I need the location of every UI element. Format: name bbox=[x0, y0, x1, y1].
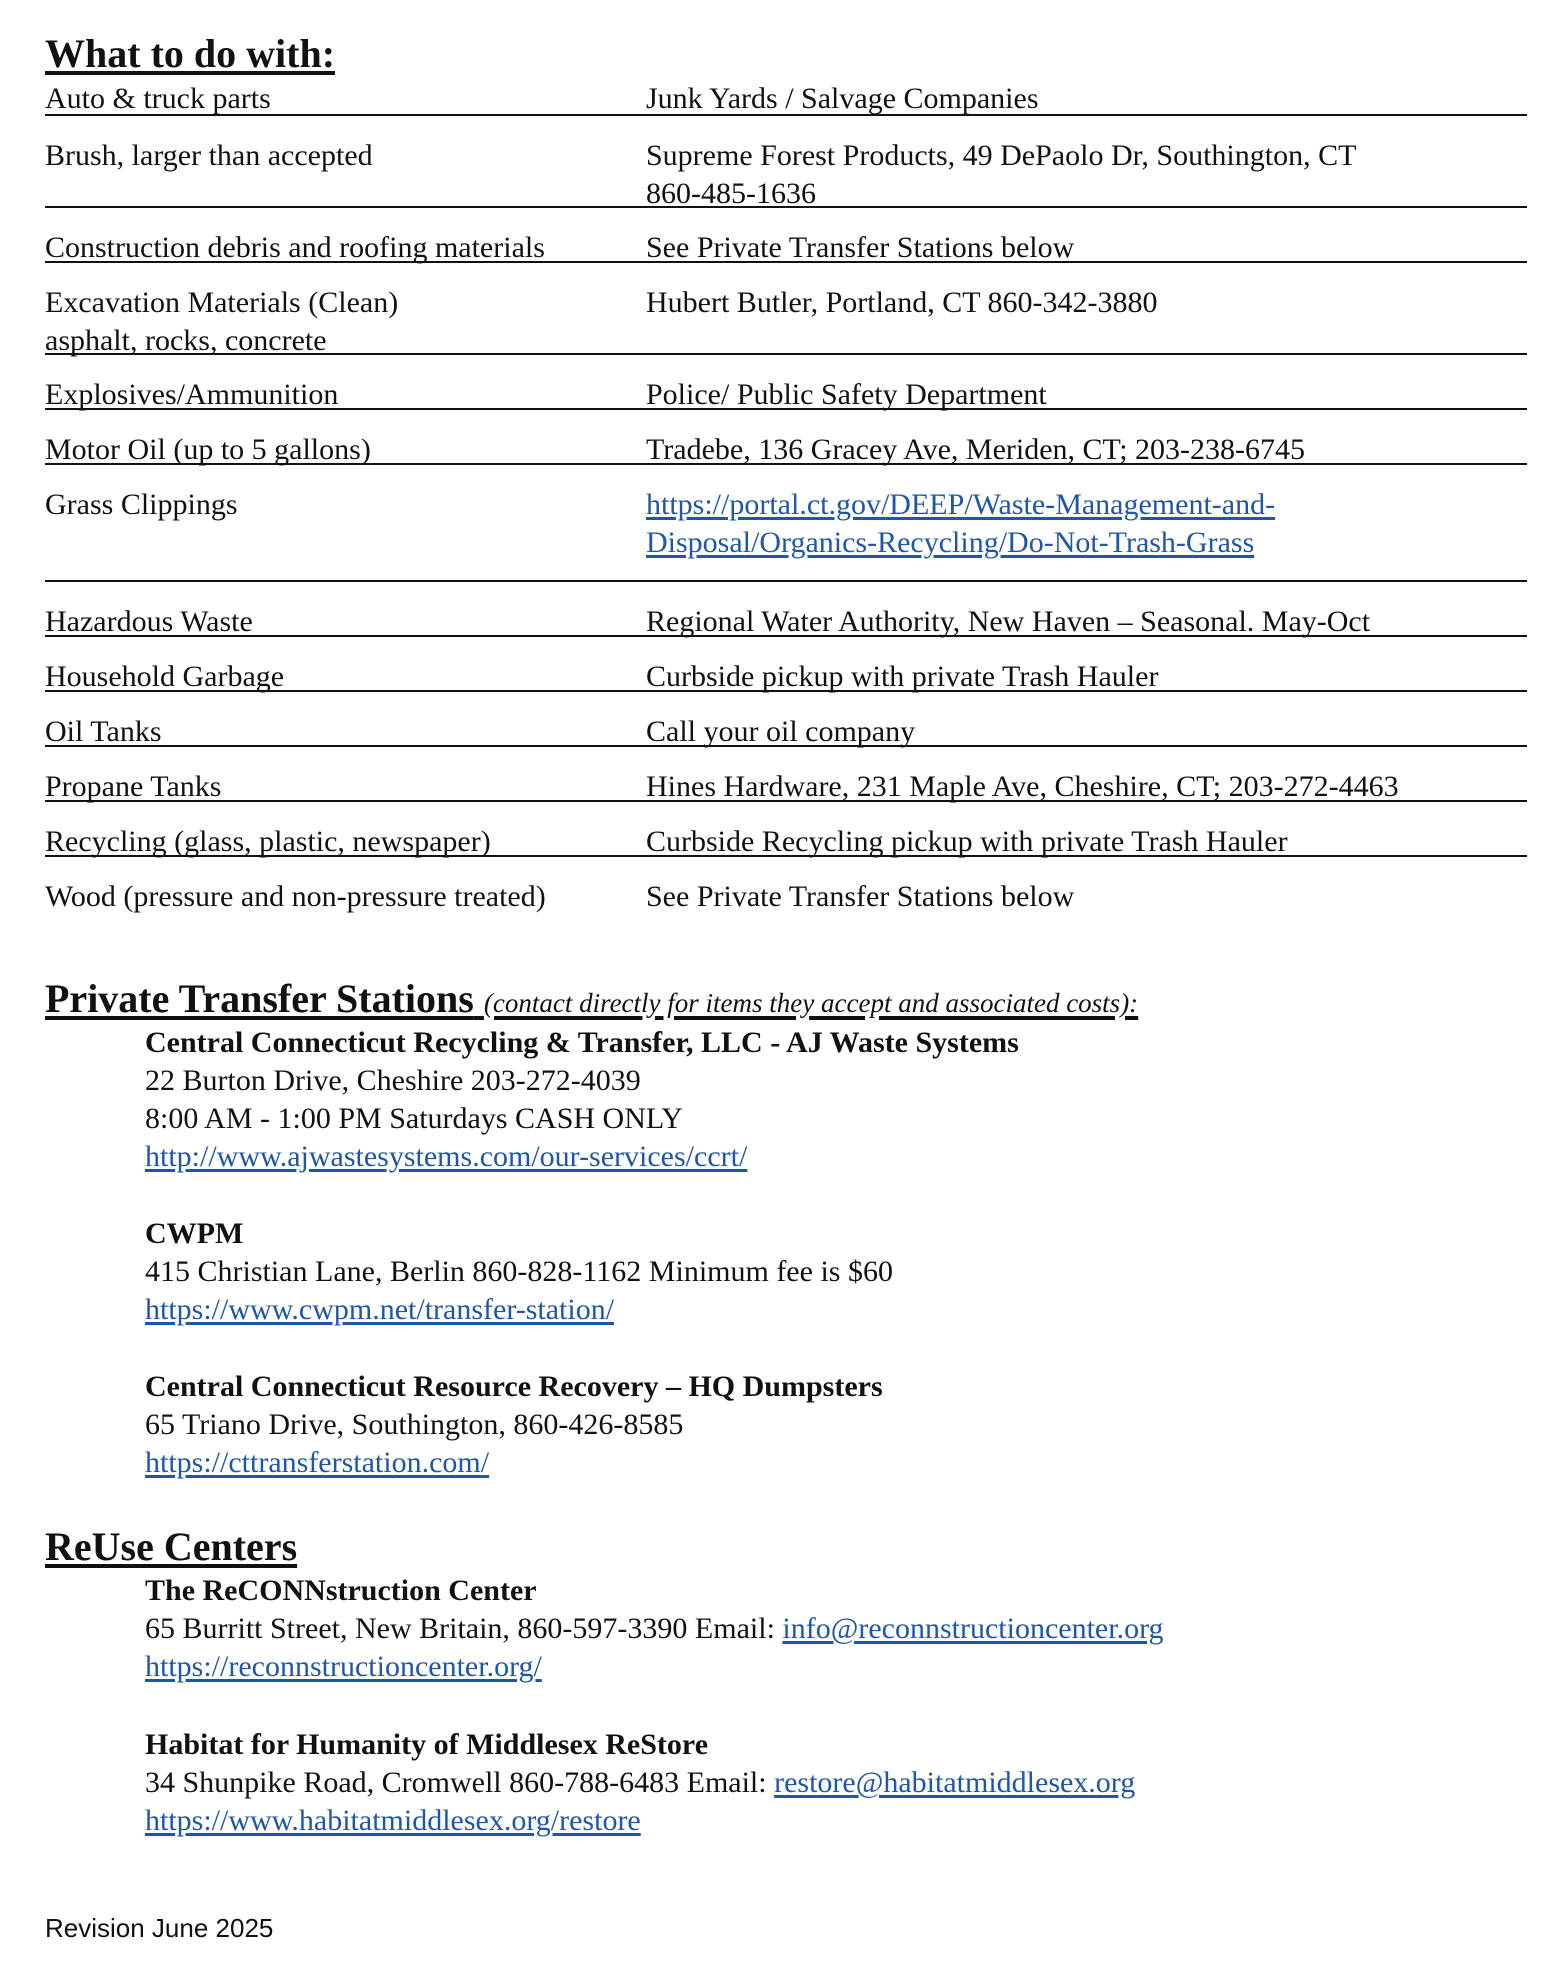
item-destination: Supreme Forest Products, 49 DePaolo Dr, Southington, CT bbox=[646, 139, 1357, 172]
station-ccrr bbox=[145, 1368, 883, 1482]
item-name: Excavation Materials (Clean) bbox=[45, 286, 399, 319]
center-email-link[interactable]: info@reconnstructioncenter.org bbox=[782, 1612, 1164, 1645]
item-destination: Call your oil company bbox=[646, 715, 916, 748]
station-name: CWPM bbox=[145, 1217, 244, 1250]
item-name: Oil Tanks bbox=[45, 715, 162, 748]
center-name: Habitat for Humanity of Middlesex ReStore bbox=[145, 1728, 709, 1761]
item-destination: Junk Yards / Salvage Companies bbox=[646, 82, 1039, 115]
center-link[interactable]: https://www.habitatmiddlesex.org/restore bbox=[145, 1804, 641, 1837]
station-name: Central Connecticut Recycling & Transfer, LLC - AJ Waste Systems bbox=[145, 1026, 1019, 1059]
item-name: Wood (pressure and non-pressure treated) bbox=[45, 880, 546, 913]
item-name-detail: asphalt, rocks, concrete bbox=[45, 324, 327, 357]
item-destination: See Private Transfer Stations below bbox=[646, 880, 1075, 913]
item-name: Motor Oil (up to 5 gallons) bbox=[45, 433, 371, 466]
station-address: 22 Burton Drive, Cheshire 203-272-4039 bbox=[145, 1064, 641, 1097]
table-row bbox=[45, 637, 1527, 692]
station-address: 415 Christian Lane, Berlin 860-828-1162 Minimum fee is $60 bbox=[145, 1255, 893, 1288]
station-name: Central Connecticut Resource Recovery – HQ Dumpsters bbox=[145, 1370, 883, 1403]
item-destination: Curbside Recycling pickup with private Trash Hauler bbox=[646, 825, 1288, 858]
grass-link-continued[interactable]: Disposal/Organics-Recycling/Do-Not-Trash-Grass bbox=[646, 526, 1255, 559]
station-address: 65 Triano Drive, Southington, 860-426-8585 bbox=[145, 1408, 684, 1441]
reuse-habitat bbox=[145, 1726, 1135, 1840]
center-address: 34 Shunpike Road, Cromwell 860-788-6483 Email: bbox=[145, 1766, 775, 1799]
station-ccrt bbox=[145, 1024, 1019, 1176]
table-row bbox=[45, 208, 1527, 263]
station-cwpm bbox=[145, 1215, 893, 1329]
table-row bbox=[45, 692, 1527, 747]
item-name: Brush, larger than accepted bbox=[45, 139, 373, 172]
table-row bbox=[45, 802, 1527, 857]
table-row bbox=[45, 263, 1527, 355]
center-name: The ReCONNstruction Center bbox=[145, 1574, 537, 1607]
transfer-stations-note: (contact directly for items they accept and associated costs): bbox=[483, 988, 1139, 1018]
table-row bbox=[45, 355, 1527, 410]
item-destination: Police/ Public Safety Department bbox=[646, 378, 1047, 411]
table-row bbox=[45, 465, 1527, 582]
item-destination: Hubert Butler, Portland, CT 860-342-3880 bbox=[646, 286, 1158, 319]
item-name: Hazardous Waste bbox=[45, 605, 253, 638]
revision-note: Revision June 2025 bbox=[45, 1913, 274, 1943]
table-row bbox=[45, 116, 1527, 208]
item-name: Recycling (glass, plastic, newspaper) bbox=[45, 825, 491, 858]
table-row bbox=[45, 80, 1527, 116]
center-email-link[interactable]: restore@habitatmiddlesex.org bbox=[774, 1766, 1136, 1799]
reuse-centers-heading: ReUse Centers bbox=[45, 1524, 298, 1569]
grass-link[interactable]: https://portal.ct.gov/DEEP/Waste-Management-and- bbox=[646, 488, 1276, 521]
item-name: Construction debris and roofing materials bbox=[45, 231, 545, 264]
item-destination: See Private Transfer Stations below bbox=[646, 231, 1075, 264]
item-destination: Curbside pickup with private Trash Hauler bbox=[646, 660, 1159, 693]
page-title: What to do with: bbox=[45, 31, 336, 76]
center-link[interactable]: https://reconnstructioncenter.org/ bbox=[145, 1650, 542, 1683]
item-destination-phone: 860-485-1636 bbox=[646, 177, 816, 210]
table-row bbox=[45, 582, 1527, 637]
item-destination: Tradebe, 136 Gracey Ave, Meriden, CT; 203-238-6745 bbox=[646, 433, 1306, 466]
item-name: Auto & truck parts bbox=[45, 82, 271, 115]
station-hours: 8:00 AM - 1:00 PM Saturdays CASH ONLY bbox=[145, 1102, 683, 1135]
center-address: 65 Burritt Street, New Britain, 860-597-3390 Email: bbox=[145, 1612, 783, 1645]
item-name: Propane Tanks bbox=[45, 770, 222, 803]
item-name: Grass Clippings bbox=[45, 488, 238, 521]
table-row bbox=[45, 747, 1527, 802]
item-name: Household Garbage bbox=[45, 660, 285, 693]
station-link[interactable]: https://cttransferstation.com/ bbox=[145, 1446, 490, 1479]
item-destination: Hines Hardware, 231 Maple Ave, Cheshire, CT; 203-272-4463 bbox=[646, 770, 1399, 803]
disposal-table bbox=[45, 80, 1527, 913]
station-link[interactable]: http://www.ajwastesystems.com/our-services/ccrt/ bbox=[145, 1140, 748, 1173]
item-name: Explosives/Ammunition bbox=[45, 378, 339, 411]
station-link[interactable]: https://www.cwpm.net/transfer-station/ bbox=[145, 1293, 615, 1326]
item-destination: Regional Water Authority, New Haven – Seasonal. May-Oct bbox=[646, 605, 1371, 638]
table-row bbox=[45, 857, 1527, 913]
reuse-reconnstruction bbox=[145, 1572, 1164, 1686]
table-row bbox=[45, 410, 1527, 465]
transfer-stations-heading: Private Transfer Stations (contact directly for items they accept and associated costs): bbox=[45, 976, 1139, 1021]
